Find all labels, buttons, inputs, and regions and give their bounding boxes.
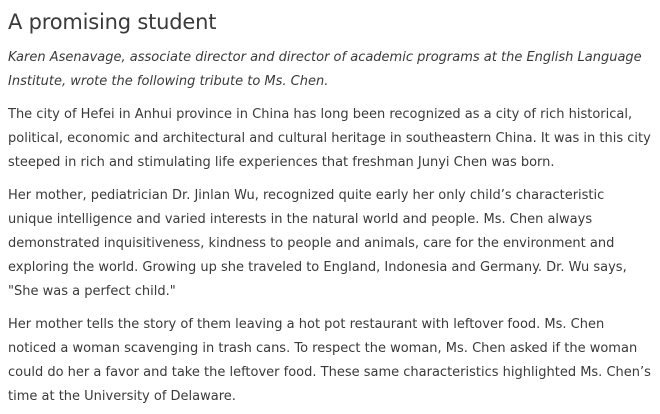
article-paragraph-3: Her mother tells the story of them leaving a hot pot restaurant with leftover food. Ms. Chen noticed a woman scavenging in trash cans. To respect the woman, Ms. Chen asked if the woman could do her a favor and take the leftover food. These same characteristics highlighted Ms. Chen’s time at the University of Delaware. — [8, 317, 651, 404]
article-paragraph-2: Her mother, pediatrician Dr. Jinlan Wu, recognized quite early her only child’s characteristic unique intelligence and varied interests in the natural world and people. Ms. Chen always demonstrated inquisitiveness, kindness to people and animals, care for the environment and exploring the world. Growing up she traveled to England, Indonesia and Germany. Dr. Wu says, "She was a perfect child." — [8, 188, 627, 299]
article-paragraph-1: The city of Hefei in Anhui province in China has long been recognized as a city of rich historical, political, economic and architectural and cultural heritage in southeastern China. It was in this city steeped in rich and stimulating life experiences that freshman Junyi Chen was born. — [8, 107, 651, 170]
article-title: A promising student — [8, 10, 217, 34]
article-intro: Karen Asenavage, associate director and director of academic programs at the English Language Institute, wrote the following tribute to Ms. Chen. — [8, 50, 642, 89]
